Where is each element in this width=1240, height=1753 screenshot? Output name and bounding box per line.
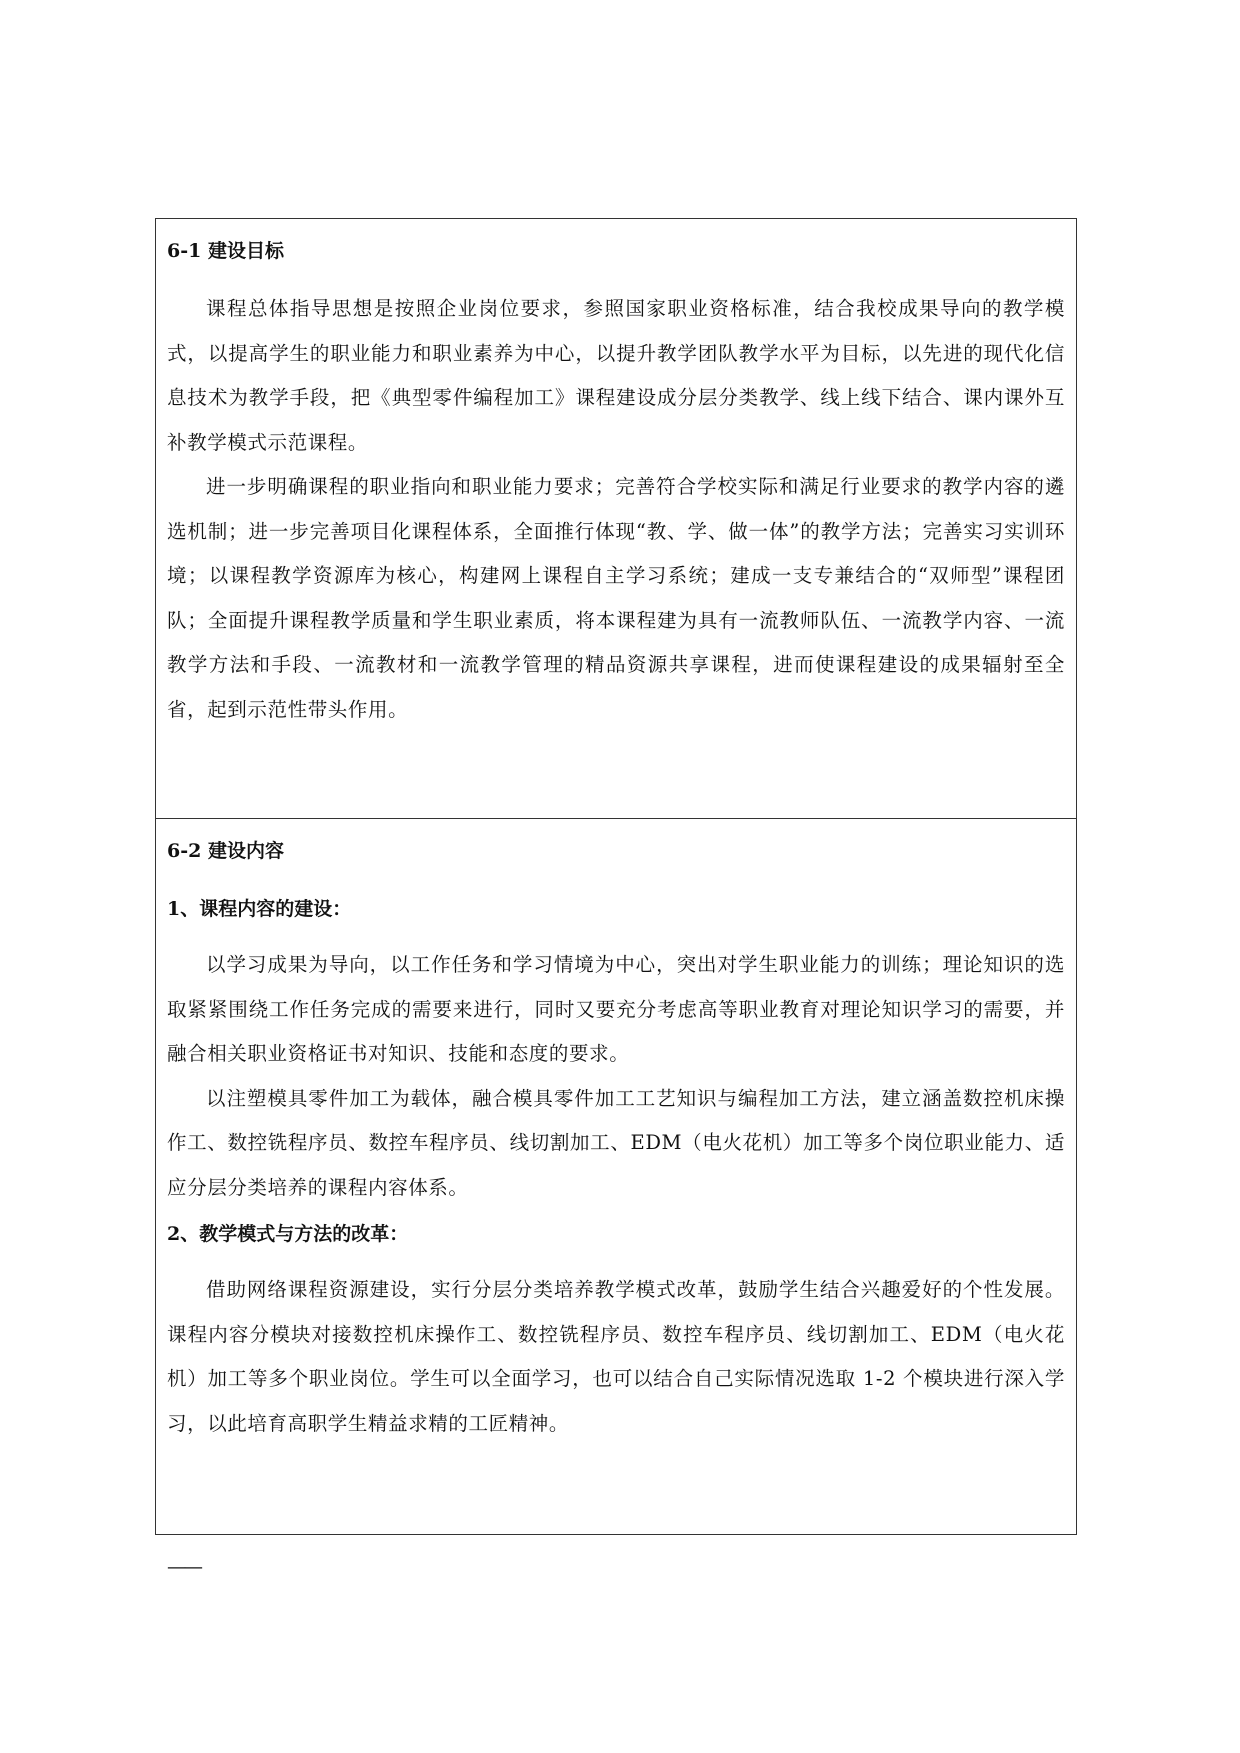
subheading-course-content: 1、课程内容的建设：: [167, 898, 352, 920]
paragraph: 借助网络课程资源建设，实行分层分类培养教学模式改革，鼓励学生结合兴趣爱好的个性发展。课程内容分模块对接数控机床操作工、数控铣程序员、数控车程序员、线切割加工、EDM（电火花机）加工等多个职业岗位。学生可以全面学习，也可以结合自己实际情况选取 1-2 个模块进行深入学习，以此培育高职学生精益求精的工匠精神。: [167, 1278, 1065, 1435]
table-cell-content: [156, 819, 1076, 1534]
paragraph: 以学习成果为导向，以工作任务和学习情境为中心，突出对学生职业能力的训练；理论知识的选取紧紧围绕工作任务完成的需要来进行，同时又要充分考虑高等职业教育对理论知识学习的需要，并融合相关职业资格证书对知识、技能和态度的要求。: [167, 953, 1065, 1065]
paragraph: 课程总体指导思想是按照企业岗位要求，参照国家职业资格标准，结合我校成果导向的教学模式，以提高学生的职业能力和职业素养为中心，以提升教学团队教学水平为目标，以先进的现代化信息技术为教学手段，把《典型零件编程加工》课程建设成分层分类教学、线上线下结合、课内课外互补教学模式示范课程。: [167, 297, 1065, 454]
subheading-teaching-reform: 2、教学模式与方法的改革：: [167, 1223, 409, 1245]
page-footer-mark: ——: [167, 1556, 201, 1578]
table-cell-goals: [156, 219, 1076, 819]
section-heading-goals: 6-1 建设目标: [167, 240, 284, 262]
paragraph: 进一步明确课程的职业指向和职业能力要求；完善符合学校实际和满足行业要求的教学内容的遴选机制；进一步完善项目化课程体系，全面推行体现“教、学、做一体”的教学方法；完善实习实训环境；以课程教学资源库为核心，构建网上课程自主学习系统；建成一支专兼结合的“双师型”课程团队；全面提升课程教学质量和学生职业素质，将本课程建为具有一流教师队伍、一流教学内容、一流教学方法和手段、一流教材和一流教学管理的精品资源共享课程，进而使课程建设的成果辐射至全省，起到示范性带头作用。: [167, 475, 1065, 721]
paragraph: 以注塑模具零件加工为载体，融合模具零件加工工艺知识与编程加工方法，建立涵盖数控机床操作工、数控铣程序员、数控车程序员、线切割加工、EDM（电火花机）加工等多个岗位职业能力、适应分层分类培养的课程内容体系。: [167, 1086, 1065, 1199]
content-table: [155, 218, 1077, 1535]
section-heading-content: 6-2 建设内容: [167, 840, 284, 862]
